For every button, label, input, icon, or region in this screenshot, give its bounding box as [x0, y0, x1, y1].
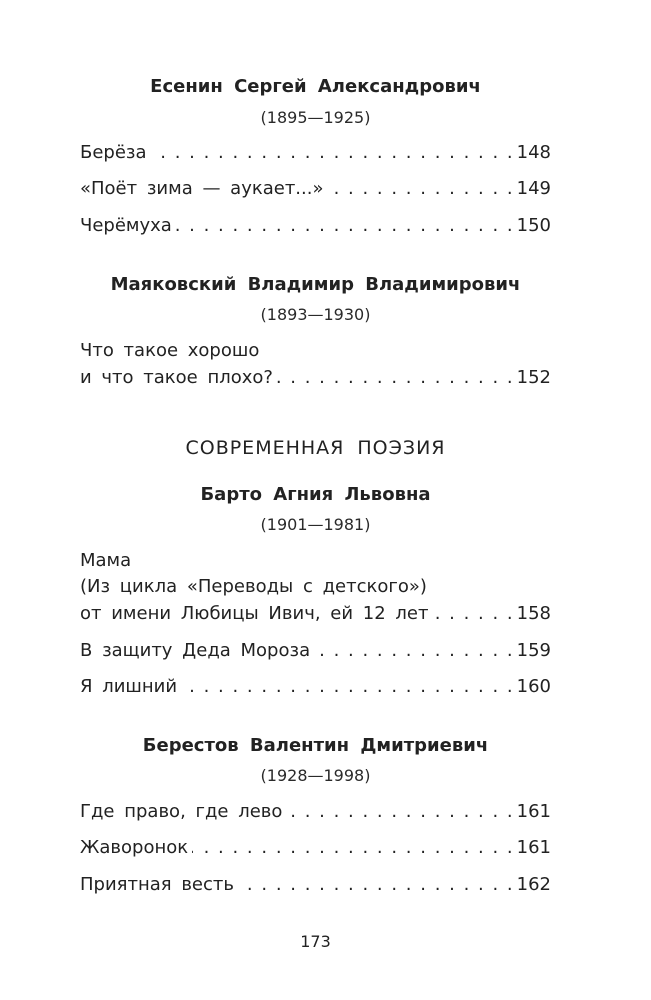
- entry-page-number: 161: [516, 801, 551, 822]
- dot-leader: [432, 603, 512, 624]
- dot-leader: [286, 801, 512, 822]
- entry-page-number: 161: [516, 837, 551, 858]
- author-name: Берестов Валентин Дмитриевич: [142, 735, 489, 756]
- dot-leader: [192, 837, 513, 858]
- entry-title: «Поёт зима — аукает...»: [80, 178, 324, 199]
- dot-leader: [176, 215, 513, 236]
- toc-entry[interactable]: [80, 837, 551, 861]
- toc-entry[interactable]: [80, 367, 551, 391]
- dot-leader: [328, 178, 513, 199]
- entry-page-number: 148: [516, 142, 551, 163]
- dot-leader: [314, 640, 513, 661]
- entry-page-number: 158: [516, 603, 551, 624]
- entry-page-number: 160: [516, 676, 551, 697]
- entry-page-number: 162: [516, 874, 551, 895]
- dot-leader: [181, 676, 513, 697]
- dot-leader: [238, 874, 513, 895]
- entry-title: В защиту Деда Мороза: [80, 640, 311, 661]
- entry-title: от имени Любицы Ивич, ей 12 лет: [80, 603, 429, 624]
- entry-title: Жаворонок: [80, 837, 189, 858]
- entry-page-number: 150: [516, 215, 551, 236]
- section-heading: СОВРЕМЕННАЯ ПОЭЗИЯ: [185, 437, 446, 459]
- entry-title: Черёмуха: [80, 215, 172, 236]
- entry-title: Я лишний: [80, 676, 178, 697]
- dot-leader: [277, 367, 513, 388]
- author-years: (1893—1930): [260, 305, 371, 324]
- entry-page-number: 159: [516, 640, 551, 661]
- toc-entry[interactable]: [80, 215, 551, 239]
- toc-entry[interactable]: [80, 178, 551, 202]
- entry-title: Берёза: [80, 142, 147, 163]
- entry-title: Где право, где лево: [80, 801, 283, 822]
- entry-title-line: Что такое хорошо: [80, 340, 260, 361]
- entry-title-line: Мама: [80, 550, 132, 571]
- author-years: (1901—1981): [260, 515, 371, 534]
- dot-leader: [151, 142, 513, 163]
- author-years: (1895—1925): [260, 108, 371, 127]
- toc-entry[interactable]: [80, 801, 551, 825]
- entry-page-number: 152: [516, 367, 551, 388]
- toc-entry[interactable]: [80, 142, 551, 166]
- entry-title-line: (Из цикла «Переводы с детского»): [80, 576, 427, 597]
- entry-title: Приятная весть: [80, 874, 234, 895]
- author-years: (1928—1998): [260, 766, 371, 785]
- author-name: Маяковский Владимир Владимирович: [110, 274, 521, 295]
- author-name: Есенин Сергей Александрович: [150, 76, 481, 97]
- entry-page-number: 149: [516, 178, 551, 199]
- toc-entry[interactable]: [80, 676, 551, 700]
- toc-entry[interactable]: [80, 640, 551, 664]
- toc-entry[interactable]: [80, 603, 551, 627]
- toc-entry[interactable]: [80, 874, 551, 898]
- author-name: Барто Агния Львовна: [200, 484, 431, 505]
- page-number: 173: [300, 932, 331, 951]
- entry-title: и что такое плохо?: [80, 367, 273, 388]
